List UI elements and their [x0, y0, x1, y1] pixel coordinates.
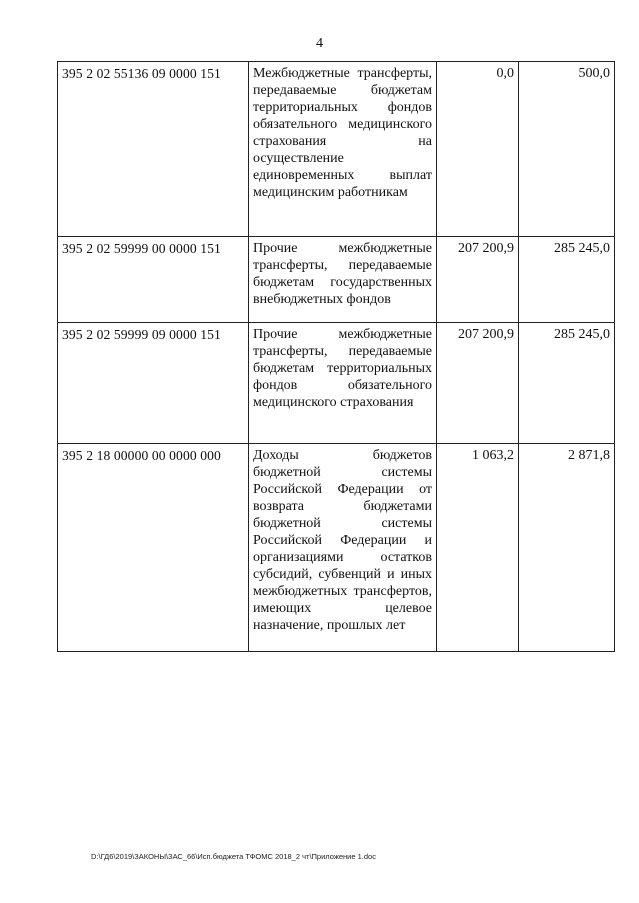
- description-cell: Прочие межбюджетные трансферты, передаваемые бюджетам территориальных фондов обязательного медицинского страхования: [249, 323, 437, 444]
- description-cell: Межбюджетные трансферты, передаваемые бюджетам территориальных фондов обязательного медицинского страхования на осуществление единовременных выплат медицинским работникам: [249, 62, 437, 237]
- value-1-cell: 207 200,9: [437, 237, 519, 323]
- budget-code-cell: 395 2 02 59999 09 0000 151: [58, 323, 249, 444]
- value-1-cell: 0,0: [437, 62, 519, 237]
- footer-file-path: D:\ГД6\2019\ЗАКОНЫ\ЗАС_66\Исп.бюджета ТФОМС 2018_2 чт\Приложение 1.doc: [91, 852, 376, 861]
- table-row: [58, 62, 615, 237]
- page-number: 4: [316, 36, 323, 51]
- value-1-cell: 1 063,2: [437, 444, 519, 652]
- value-2-cell: 285 245,0: [519, 323, 615, 444]
- description-cell: Прочие межбюджетные трансферты, передаваемые бюджетам государственных внебюджетных фондов: [249, 237, 437, 323]
- value-1-cell: 207 200,9: [437, 323, 519, 444]
- value-2-cell: 500,0: [519, 62, 615, 237]
- value-2-cell: 285 245,0: [519, 237, 615, 323]
- budget-code-cell: 395 2 02 55136 09 0000 151: [58, 62, 249, 237]
- budget-revenue-table: [57, 61, 615, 652]
- table-row: [58, 237, 615, 323]
- table-row: [58, 444, 615, 652]
- value-2-cell: 2 871,8: [519, 444, 615, 652]
- budget-code-cell: 395 2 02 59999 00 0000 151: [58, 237, 249, 323]
- table-row: [58, 323, 615, 444]
- budget-code-cell: 395 2 18 00000 00 0000 000: [58, 444, 249, 652]
- description-cell: Доходы бюджетов бюджетной системы Российской Федерации от возврата бюджетами бюджетной системы Российской Федерации и организациями остатков субсидий, субвенций и иных межбюджетных трансфертов, имеющих целевое назначение, прошлых лет: [249, 444, 437, 652]
